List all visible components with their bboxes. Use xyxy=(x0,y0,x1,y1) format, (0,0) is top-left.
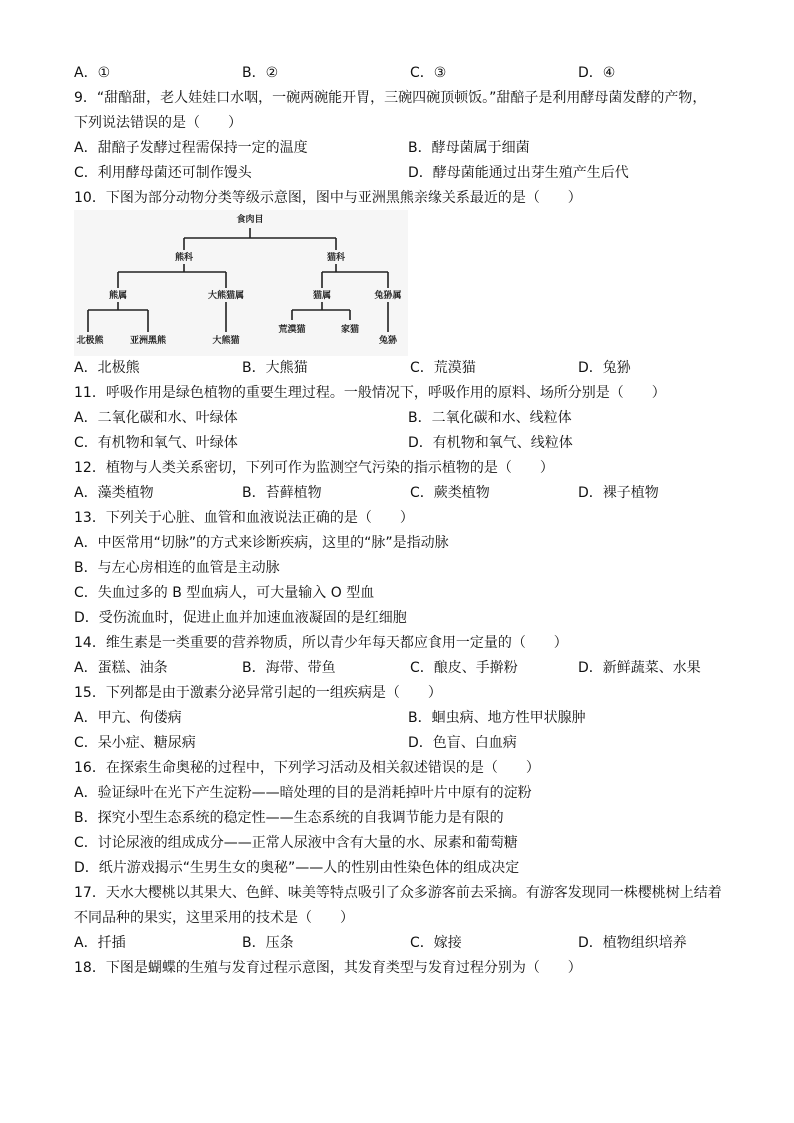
option-d: D．色盲、白血病 xyxy=(408,735,517,751)
option-b: B．压条 xyxy=(242,935,294,951)
q16-option-a: A．验证绿叶在光下产生淀粉——暗处理的目的是消耗掉叶片中原有的淀粉 xyxy=(74,785,532,801)
q11-options-row2 xyxy=(74,434,754,452)
q11-stem: 11．呼吸作用是绿色植物的重要生理过程。一般情况下，呼吸作用的原料、场所分别是（ ） xyxy=(74,385,666,401)
q16-option-d: D．纸片游戏揭示“生男生女的奥秘”——人的性别由性染色体的组成决定 xyxy=(74,860,520,876)
q16-option-c: C．讨论尿液的组成成分——正常人尿液中含有大量的水、尿素和葡萄糖 xyxy=(74,835,518,851)
node-species-desert-cat: 荒漠猫 xyxy=(278,325,306,335)
node-genus-otocolobus: 兔狲属 xyxy=(374,291,402,301)
q13-stem: 13．下列关于心脏、血管和血液说法正确的是（ ） xyxy=(74,510,414,526)
q9-options-row1 xyxy=(74,139,754,157)
node-family-bear: 熊科 xyxy=(174,253,194,263)
q8-options xyxy=(74,64,754,82)
q13-option-a: A．中医常用“切脉”的方式来诊断疾病，这里的“脉”是指动脉 xyxy=(74,535,449,551)
node-genus-ailuropoda: 大熊猫属 xyxy=(207,291,245,301)
q12-stem: 12．植物与人类关系密切，下列可作为监测空气污染的指示植物的是（ ） xyxy=(74,460,554,476)
option-b: B．苔藓植物 xyxy=(242,485,322,501)
option-d: D．有机物和氧气、线粒体 xyxy=(408,435,573,451)
classification-tree-diagram xyxy=(74,210,408,356)
option-d: D．裸子植物 xyxy=(578,485,659,501)
q9-options-row2 xyxy=(74,164,754,182)
q16-stem: 16．在探索生命奥秘的过程中，下列学习活动及相关叙述错误的是（ ） xyxy=(74,760,540,776)
q18-stem: 18．下图是蝴蝶的生殖与发育过程示意图，其发育类型与发育过程分别为（ ） xyxy=(74,960,582,976)
q16-option-b: B．探究小型生态系统的稳定性——生态系统的自我调节能力是有限的 xyxy=(74,810,504,826)
option-d: D．新鲜蔬菜、水果 xyxy=(578,660,701,676)
q17-options xyxy=(74,934,754,952)
option-c: C．荒漠猫 xyxy=(410,360,476,376)
option-b: B．② xyxy=(242,65,279,81)
option-a: A．扦插 xyxy=(74,935,126,951)
node-species-giant-panda: 大熊猫 xyxy=(212,336,240,346)
option-a: A．藻类植物 xyxy=(74,485,154,501)
option-d: D．④ xyxy=(578,65,616,81)
q17-stem-line1: 17．天水大樱桃以其果大、色鲜、味美等特点吸引了众多游客前去采摘。有游客发现同一株樱桃树上结着 xyxy=(74,885,722,901)
q11-options-row1 xyxy=(74,409,754,427)
option-a: A．① xyxy=(74,65,111,81)
node-order: 食肉目 xyxy=(236,215,264,225)
node-species-polar-bear: 北极熊 xyxy=(76,336,104,346)
node-species-domestic-cat: 家猫 xyxy=(340,325,360,335)
option-b: B．二氧化碳和水、线粒体 xyxy=(408,410,572,426)
option-b: B．海带、带鱼 xyxy=(242,660,336,676)
q13-option-b: B．与左心房相连的血管是主动脉 xyxy=(74,560,280,576)
option-c: C．蕨类植物 xyxy=(410,485,490,501)
option-c: C．有机物和氧气、叶绿体 xyxy=(74,435,238,451)
q10-options xyxy=(74,359,754,377)
q9-stem-line1: 9．“甜醅甜，老人娃娃口水咽，一碗两碗能开胃，三碗四碗顶顿饭。”甜醅子是利用酵母菌发酵的产物， xyxy=(74,90,707,106)
q14-stem: 14．维生素是一类重要的营养物质，所以青少年每天都应食用一定量的（ ） xyxy=(74,635,568,651)
option-d: D．酵母菌能通过出芽生殖产生后代 xyxy=(408,165,629,181)
option-c: C．③ xyxy=(410,65,447,81)
option-a: A．甲亢、佝偻病 xyxy=(74,710,182,726)
q15-options-row2 xyxy=(74,734,754,752)
option-a: A．二氧化碳和水、叶绿体 xyxy=(74,410,238,426)
q13-option-c: C．失血过多的 B 型血病人，可大量输入 O 型血 xyxy=(74,585,375,601)
q13-option-d: D．受伤流血时，促进止血并加速血液凝固的是红细胞 xyxy=(74,610,407,626)
q9-stem-line2: 下列说法错误的是（ ） xyxy=(74,115,242,131)
option-a: A．蛋糕、油条 xyxy=(74,660,168,676)
node-family-cat: 猫科 xyxy=(326,253,346,263)
node-species-asian-black-bear: 亚洲黑熊 xyxy=(129,336,167,346)
option-c: C．嫁接 xyxy=(410,935,462,951)
q17-stem-line2: 不同品种的果实，这里采用的技术是（ ） xyxy=(74,910,354,926)
option-d: D．兔狲 xyxy=(578,360,631,376)
option-b: B．酵母菌属于细菌 xyxy=(408,140,530,156)
q10-stem: 10．下图为部分动物分类等级示意图，图中与亚洲黑熊亲缘关系最近的是（ ） xyxy=(74,190,582,206)
q15-stem: 15．下列都是由于激素分泌异常引起的一组疾病是（ ） xyxy=(74,685,442,701)
option-c: C．利用酵母菌还可制作馒头 xyxy=(74,165,252,181)
option-c: C．呆小症、糖尿病 xyxy=(74,735,196,751)
q12-options xyxy=(74,484,754,502)
option-b: B．大熊猫 xyxy=(242,360,308,376)
option-a: A．北极熊 xyxy=(74,360,140,376)
option-c: C．酿皮、手擀粉 xyxy=(410,660,518,676)
q15-options-row1 xyxy=(74,709,754,727)
node-genus-felis: 猫属 xyxy=(312,291,332,301)
q14-options xyxy=(74,659,754,677)
node-genus-ursus: 熊属 xyxy=(108,291,128,301)
node-species-pallas-cat: 兔狲 xyxy=(378,336,398,346)
option-b: B．蛔虫病、地方性甲状腺肿 xyxy=(408,710,586,726)
option-d: D．植物组织培养 xyxy=(578,935,687,951)
option-a: A．甜醅子发酵过程需保持一定的温度 xyxy=(74,140,308,156)
